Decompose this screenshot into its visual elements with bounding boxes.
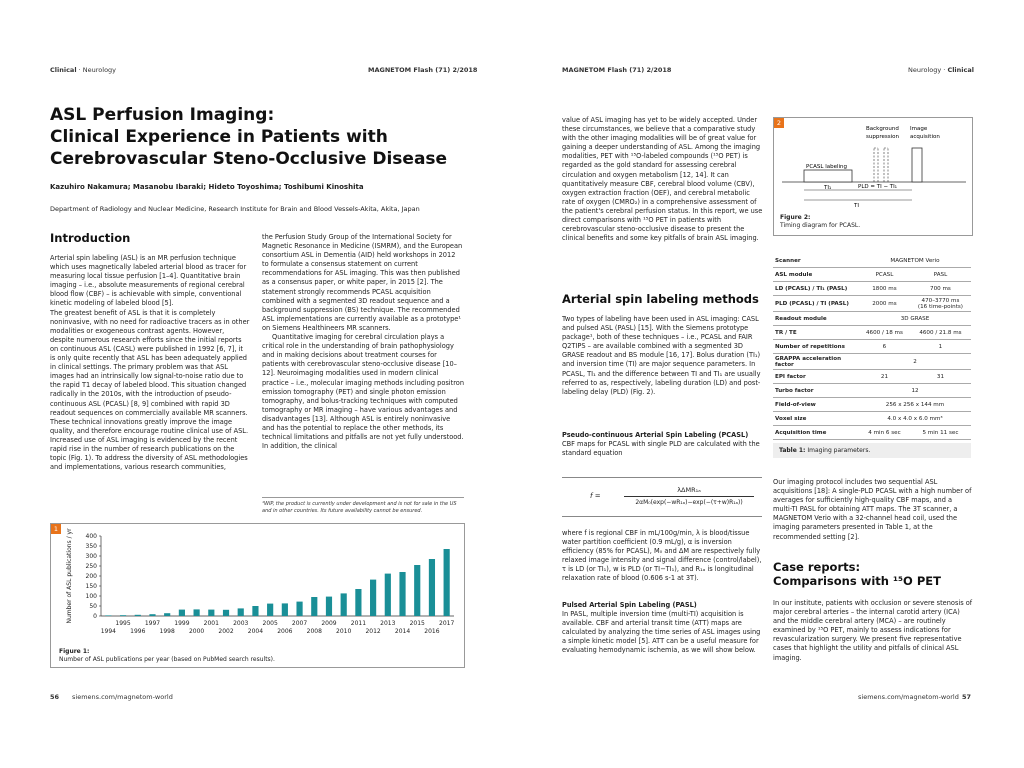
table-row — [773, 412, 971, 426]
pcasl-labeling-block — [804, 170, 852, 182]
equation-denominator: 2αM₀(exp(−wR₁ₐ)−exp(−(τ+w)R₁ₐ)) — [635, 499, 743, 506]
x-tick-label: 2008 — [306, 628, 322, 635]
ti-label: TI — [854, 203, 859, 209]
x-tick-label: 2005 — [262, 620, 278, 627]
x-tick-label: 2010 — [336, 628, 352, 635]
article-title: ASL Perfusion Imaging: Clinical Experience in Patients with Cerebrovascular Steno-Occlusive Disease — [50, 105, 448, 169]
table-cell: MAGNETOM Verio — [859, 254, 971, 268]
bg-label: Background — [866, 126, 899, 132]
table-row-label: Turbo factor — [773, 384, 859, 398]
bar — [326, 597, 332, 616]
pld-label: PLD = TI − TI₁ — [858, 184, 897, 190]
equation-numerator: λΔMR₁ₐ — [677, 486, 701, 494]
where-text: where f is regional CBF in mL/100g/min, λ is blood/tissue water partition coefficient (0.9 mL/g), α is inversion efficiency (85% for PCASL), M₀ and ΔM are respectively fully relaxed image intensity and signal difference (control/label), τ is LD (or TI₁), w is PLD (or TI−TI₁), and R₁ₐ is longitudinal relaxation rate of blood (0.606 s-1 at 3T). — [562, 529, 762, 583]
bar — [120, 615, 126, 616]
table-cell-line: 470–3770 ms — [921, 297, 960, 304]
header-left-magazine: MAGNETOM Flash (71) 2/2018 — [368, 66, 478, 74]
table-cell: 4600 / 18 ms — [859, 326, 910, 340]
figure-1-badge: 1 — [51, 524, 61, 534]
bar — [267, 604, 273, 616]
bar — [164, 613, 170, 616]
ti1-label: TI₁ — [824, 185, 832, 191]
x-tick-label: 1995 — [115, 620, 131, 627]
table-row — [773, 340, 971, 354]
equation-lhs: f = — [590, 492, 601, 500]
table-row-label: PLD (PCASL) / TI (PASL) — [773, 296, 859, 312]
image-acquisition-block — [912, 148, 922, 182]
bar — [341, 593, 347, 616]
table-row — [773, 370, 971, 384]
table-row-label: Readout module — [773, 312, 859, 326]
y-tick-label: 100 — [85, 593, 97, 600]
pcasl-label: PCASL labeling — [806, 164, 848, 170]
x-tick-label: 1996 — [130, 628, 146, 635]
figure-1-caption: Number of ASL publications per year (based on PubMed search results). — [59, 656, 275, 663]
x-tick-label: 1997 — [144, 620, 161, 627]
bar — [296, 602, 302, 616]
table-cell: 1800 ms — [859, 282, 910, 296]
table-row — [773, 384, 971, 398]
timing-diagram — [774, 118, 972, 210]
y-tick-label: 250 — [85, 563, 97, 570]
x-tick-label: 2015 — [409, 620, 425, 627]
x-tick-label: 2002 — [218, 628, 234, 635]
column4-text: Our imaging protocol includes two sequential ASL acquisitions [18]: A single-PLD PCASL with a high number of averages for sufficiently high-quality CBF maps, and a multi-TI PASL for obtaining ATT maps. The 3T scanner, a MAGNETOM Verio with a 32-channel head coil, used the imaging parameters presented in Table 1, at the recommended setting [2]. — [773, 478, 972, 541]
x-tick-label: 2017 — [439, 620, 455, 627]
methods-heading: Arterial spin labeling methods — [562, 292, 759, 306]
table-cell: 2 — [859, 354, 971, 370]
table-row — [773, 268, 971, 282]
table-row — [773, 426, 971, 440]
table-cell: PCASL — [859, 268, 910, 282]
cbf-equation — [562, 477, 762, 517]
bar — [238, 608, 244, 616]
introduction-heading: Introduction — [50, 231, 131, 245]
table-cell-line: (16 time-points) — [917, 303, 963, 310]
page-number-left: 56 — [50, 693, 60, 701]
table-row-label: ASL module — [773, 268, 859, 282]
table-1-caption: Table 1: Imaging parameters. — [773, 443, 971, 458]
bar — [355, 589, 361, 616]
table-row-label: Number of repetitions — [773, 340, 859, 354]
intro-text: Arterial spin labeling (ASL) is an MR perfusion technique which uses magnetically labeled arterial blood as tracer for measuring local tissue perfusion [1–4]. Quantitative brain imaging – i.e., absolute measurements of regional cerebral blood flow (CBF) – is achievable with simple, conventional kinetic modeling of labeled blood [5]. The greatest benefit of ASL is that it is completely noninvasive, with no need for radioactive tracers as in other modalities or exogeneous contrast agents. However, despite numerous research efforts since the initial reports on continuous ASL (CASL) were published in 1992 [6, 7], it is only quite recently that ASL has been adequately applied in clinical settings. The primary problem was that ASL images had an intrinsically low signal-to-noise ratio due to the rapid T1 decay of labeled blood. This situation changed radically in the 2010s, with the introduction of pseudo-continuous ASL (PCASL) [8, 9] combined with rapid 3D readout sequences on commercially available MR scanners. These technical innovations greatly improve the image quality, and therefore encourage routine clinical use of ASL. Increased use of ASL imaging is evidenced by the recent rapid rise in the number of research publications on the topic (Fig. 1). To address the diversity of ASL methodologies and implementations, various research communities, — [50, 254, 250, 472]
x-tick-label: 2007 — [291, 620, 308, 627]
img-label-2: acquisition — [910, 134, 940, 140]
table-cell: 31 — [910, 370, 971, 384]
case-reports-heading: Case reports: Comparisons with ¹⁵O PET — [773, 560, 941, 588]
methods-text: Two types of labeling have been used in ASL imaging: CASL and pulsed ASL (PASL) [15]. With the Siemens prototype package¹, both of these techniques – i.e., PCASL and FAIR Q2TIPS – are available combined with a segmented 3D GRASE readout and BS module [16, 17]. Bolus duration (TI₁) and inversion time (TI) are major sequence parameters. In PCASL, TI₁ and the difference between TI and TI₁ are usually referred to as, respectively, labeling duration (LD) and post-labeling delay (PLD) (Fig. 2). — [562, 315, 761, 396]
table-cell — [910, 296, 971, 312]
bar — [311, 597, 317, 616]
bar — [223, 610, 229, 616]
bar — [105, 615, 111, 616]
figure-2 — [773, 117, 973, 236]
x-tick-label: 1994 — [100, 628, 116, 635]
x-tick-label: 2003 — [233, 620, 249, 627]
bar — [370, 580, 376, 616]
column3-text: value of ASL imaging has yet to be widely accepted. Under these circumstances, we believe that a comparative study with the other imaging modalities will be of great value for gaining a deeper understanding of ASL. Among the imaging modalities, PET with ¹⁵O-labeled compounds (¹⁵O PET) is regarded as the gold standard for assessing cerebral circulation and oxygen metabolism [12, 14]. It can quantitatively measure CBF, cerebral blood volume (CBV), oxygen extraction fraction (OEF), and cerebral metabolic rate of oxygen (CMRO₂) in a comprehensive assessment of the patient's cerebral perfusion status. In this report, we use direct comparisons with ¹⁵O PET in patients with cerebrovascular steno-occlusive disease to present the clinical benefits and some key pitfalls of brain ASL imaging. — [562, 116, 763, 243]
table-cell: 3D GRASE — [859, 312, 971, 326]
table-cell: 4 min 6 sec — [859, 426, 910, 440]
table-row — [773, 254, 971, 268]
table-row-label: GRAPPA acceleration factor — [773, 354, 859, 370]
pcasl-text: CBF maps for PCASL with single PLD are calculated with the standard equation — [562, 440, 760, 458]
bar — [208, 610, 214, 616]
affiliation: Department of Radiology and Nuclear Medicine, Research Institute for Brain and Blood Vessels-Akita, Akita, Japan — [50, 205, 420, 213]
figure-2-caption: Timing diagram for PCASL. — [780, 222, 861, 229]
bar — [149, 614, 155, 616]
table-cell: 12 — [859, 384, 971, 398]
table-row-label: Acquisition time — [773, 426, 859, 440]
pasl-heading: Pulsed Arterial Spin Labeling (PASL) — [562, 601, 697, 609]
header-right-magazine: MAGNETOM Flash (71) 2/2018 — [562, 66, 672, 74]
table-cell: 6 — [859, 340, 910, 354]
table-row-label: EPI factor — [773, 370, 859, 384]
table-row — [773, 312, 971, 326]
parameters-table — [773, 254, 971, 440]
figure-1 — [50, 523, 465, 668]
x-tick-label: 2001 — [203, 620, 219, 627]
bar — [429, 559, 435, 616]
table-row — [773, 326, 971, 340]
x-tick-label: 2004 — [247, 628, 264, 635]
bar — [179, 610, 185, 616]
y-axis-label: Number of ASL publications / yr — [66, 528, 73, 624]
y-tick-label: 50 — [89, 603, 97, 610]
table-cell: 2000 ms — [859, 296, 910, 312]
footer-url-right[interactable]: siemens.com/magnetom-world — [858, 693, 959, 701]
footnote-rule — [262, 497, 464, 498]
footnote: ¹WIP, the product is currently under development and is not for sale in the US and in other countries. Its future availability cannot be ensured. — [262, 501, 457, 514]
table-cell: 5 min 11 sec — [910, 426, 971, 440]
bar — [385, 574, 391, 616]
table-cell: 700 ms — [910, 282, 971, 296]
y-tick-label: 150 — [85, 583, 97, 590]
fraction-bar — [624, 496, 754, 497]
x-tick-label: 2000 — [188, 628, 205, 635]
table-cell: 256 x 256 x 144 mm — [859, 398, 971, 412]
bar — [444, 549, 450, 616]
y-tick-label: 0 — [93, 613, 97, 620]
y-tick-label: 200 — [85, 573, 97, 580]
table-row — [773, 282, 971, 296]
table-row-label: Voxel size — [773, 412, 859, 426]
table-row — [773, 398, 971, 412]
figure-2-badge: 2 — [774, 118, 784, 128]
table-row-label: LD (PCASL) / TI₁ (PASL) — [773, 282, 859, 296]
x-tick-label: 1999 — [174, 620, 190, 627]
table-cell: 4600 / 21.8 ms — [910, 326, 971, 340]
table-cell: PASL — [910, 268, 971, 282]
bar — [399, 572, 405, 616]
bg-label-2: suppression — [866, 134, 899, 140]
table-row — [773, 296, 971, 312]
table-1 — [773, 254, 971, 458]
bar — [252, 606, 258, 616]
case-reports-text: In our institute, patients with occlusion or severe stenosis of major cerebral arteries – the internal carotid artery (ICA) and the middle cerebral artery (MCA) – are routinely examined by ¹⁵O PET, mainly to assess indications for revascularization surgery. We present five representative cases that highlight the utility and pitfalls of clinical ASL imaging. — [773, 599, 973, 662]
x-tick-label: 2014 — [394, 628, 411, 635]
figure-1-chart — [51, 524, 464, 644]
bar — [135, 615, 141, 616]
x-tick-label: 2012 — [365, 628, 381, 635]
pasl-text: In PASL, multiple inversion time (multi-TI) acquisition is available. CBF and arterial transit time (ATT) maps are calculated by analyzing the time series of ASL images using a simple kinetic model [5]. ATT can be a useful measure for evaluating hemodynamic ischemia, as we will show below. — [562, 610, 761, 655]
x-tick-label: 2009 — [321, 620, 337, 627]
header-left-section: Clinical · Neurology — [50, 66, 117, 74]
x-tick-label: 2011 — [350, 620, 367, 627]
table-row-label: TR / TE — [773, 326, 859, 340]
bar — [414, 565, 420, 616]
table-cell: 21 — [859, 370, 910, 384]
table-cell: 1 — [910, 340, 971, 354]
footer-url-left[interactable]: siemens.com/magnetom-world — [72, 693, 173, 701]
table-row-label: Field-of-view — [773, 398, 859, 412]
figure-2-caption-title: Figure 2: — [780, 214, 811, 221]
authors: Kazuhiro Nakamura; Masanobu Ibaraki; Hideto Toyoshima; Toshibumi Kinoshita — [50, 183, 364, 191]
y-tick-label: 400 — [85, 533, 97, 540]
y-tick-label: 350 — [85, 543, 97, 550]
bar — [282, 603, 288, 616]
figure-1-caption-title: Figure 1: — [59, 648, 90, 655]
table-cell: 4.0 x 4.0 x 6.0 mm³ — [859, 412, 971, 426]
x-tick-label: 1998 — [159, 628, 175, 635]
x-tick-label: 2016 — [424, 628, 440, 635]
bar — [194, 609, 200, 616]
column2-text: the Perfusion Study Group of the International Society for Magnetic Resonance in Medicine (ISMRM), and the European consortium ASL in Dementia (AID) held workshops in 2012 to formulate a consensus statement on current recommendations for ASL imaging. This was then published as a consensus paper, or white paper, in 2015 [2]. The statement strongly recommends PCASL acquisition combined with a segmented 3D readout sequence and a background suppression (BS) technique. The recommended ASL implementations are currently available as a prototype¹ on Siemens Healthineers MR scanners. Quantitative imaging for cerebral circulation plays a critical role in the understanding of brain pathophysiology and in making decisions about treatment courses for patients with cerebrovascular steno-occlusive disease [10–12]. Neuroimaging modalities used in modern clinical practice – i.e., molecular imaging methods including positron emission tomography (PET) and single photon emission tomography, and bolus-tracking techniques with computed tomography or MR imaging – have various advantages and disadvantages [13]. Although ASL is entirely noninvasive and has the potential to replace the other methods, its technical limitations and pitfalls are not yet fully understood. In addition, the clinical — [262, 233, 464, 451]
x-tick-label: 2013 — [380, 620, 396, 627]
img-label: Image — [910, 126, 928, 132]
page-number-right: 57 — [962, 693, 972, 701]
y-tick-label: 300 — [85, 553, 97, 560]
table-row — [773, 354, 971, 370]
header-right-section: Neurology · Clinical — [907, 66, 974, 74]
table-row-label: Scanner — [773, 254, 859, 268]
pcasl-heading: Pseudo-continuous Arterial Spin Labeling (PCASL) — [562, 431, 749, 439]
x-tick-label: 2006 — [277, 628, 293, 635]
